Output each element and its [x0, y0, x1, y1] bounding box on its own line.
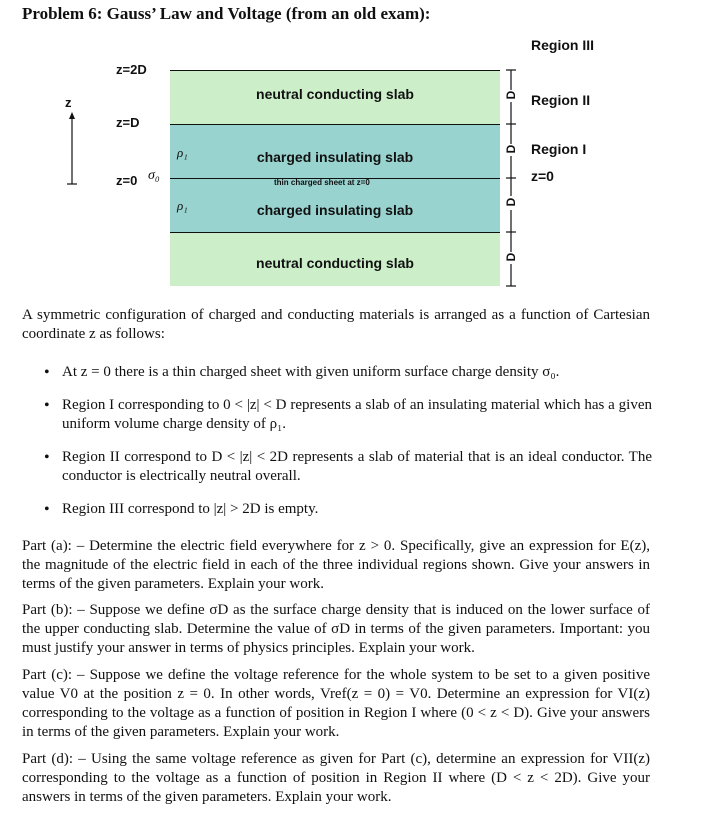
slab-label: neutral conducting slab	[256, 86, 414, 102]
d-label: D	[504, 144, 518, 154]
part-b: Part (b): – Suppose we define σD as the surface charge density that is induced on the lower surface of the upper conducting slab. Determine the value of σD in terms of the given parameters. Important: you must justify your answer in terms of physics principles. Explain your work.	[22, 602, 650, 656]
region-bullet-list	[42, 363, 652, 533]
lower-neutral-slab	[170, 232, 500, 286]
rho1-label-upper: ρ₁	[177, 145, 188, 160]
list-item: • Region III correspond to |z| > 2D is empty.	[42, 500, 652, 519]
rho1-label-lower: ρ₁	[177, 198, 188, 213]
boundary-line	[170, 124, 500, 125]
part-a: Part (a): – Determine the electric field everywhere for z > 0. Specifically, give an expression for E(z), the magnitude of the electric field in each of the three individual regions shown. Give your answers in terms of the given parameters. Explain your work.	[22, 538, 650, 592]
region-i-label: Region I	[531, 141, 587, 157]
sigma0-label: σ₀	[148, 168, 160, 183]
list-item: • At z = 0 there is a thin charged sheet with given uniform surface charge density σ₀.	[42, 363, 652, 382]
z-label-2d: z=2D	[116, 62, 147, 77]
problem-title: Problem 6: Gauss’ Law and Voltage (from an old exam):	[22, 4, 431, 23]
region-ii-label: Region II	[531, 92, 591, 108]
upper-neutral-slab	[170, 70, 500, 124]
d-label: D	[504, 90, 518, 100]
list-item: • Region II correspond to D < |z| < 2D represents a slab of material that is an ideal conductor. The conductor is electrically neutral overall.	[42, 448, 652, 486]
list-item: • Region I corresponding to 0 < |z| < D represents a slab of an insulating material which has a given uniform volume charge density of ρ₁.	[42, 396, 652, 434]
sheet-label: thin charged sheet at z=0	[274, 178, 370, 187]
upper-charged-slab	[170, 124, 500, 178]
boundary-line	[170, 70, 500, 71]
z-axis-arrow-icon	[64, 100, 80, 186]
slab-label: charged insulating slab	[256, 149, 414, 165]
d-label: D	[504, 252, 518, 262]
slab-label: neutral conducting slab	[256, 255, 414, 271]
intro-paragraph: A symmetric configuration of charged and conducting materials is arranged as a function of Cartesian coordinate z as follows:	[22, 307, 650, 342]
z-axis-label: z	[65, 95, 72, 110]
z0-right-label: z=0	[531, 168, 554, 184]
boundary-line	[170, 232, 500, 233]
boundary-line	[170, 178, 500, 179]
z-label-d: z=D	[116, 115, 140, 130]
slab-label: charged insulating slab	[256, 202, 414, 218]
region-iii-label: Region III	[531, 37, 594, 53]
part-d: Part (d): – Using the same voltage reference as given for Part (c), determine an expression for VII(z) corresponding to the voltage as a function of position in Region II where (D < z < 2D). Give your answers in terms of the given parameters. Explain your work.	[22, 751, 650, 805]
part-c: Part (c): – Suppose we define the voltage reference for the whole system to be set to a given positive value V0 at the position z = 0. In other words, Vref(z = 0) = V0. Determine an expression for VI(z) corresponding to the voltage as a function of position in Region I where (0 < z < D). Give your answers in terms of the given parameters. Explain your work.	[22, 667, 650, 740]
d-label: D	[504, 197, 518, 207]
z-label-0: z=0	[116, 173, 138, 188]
